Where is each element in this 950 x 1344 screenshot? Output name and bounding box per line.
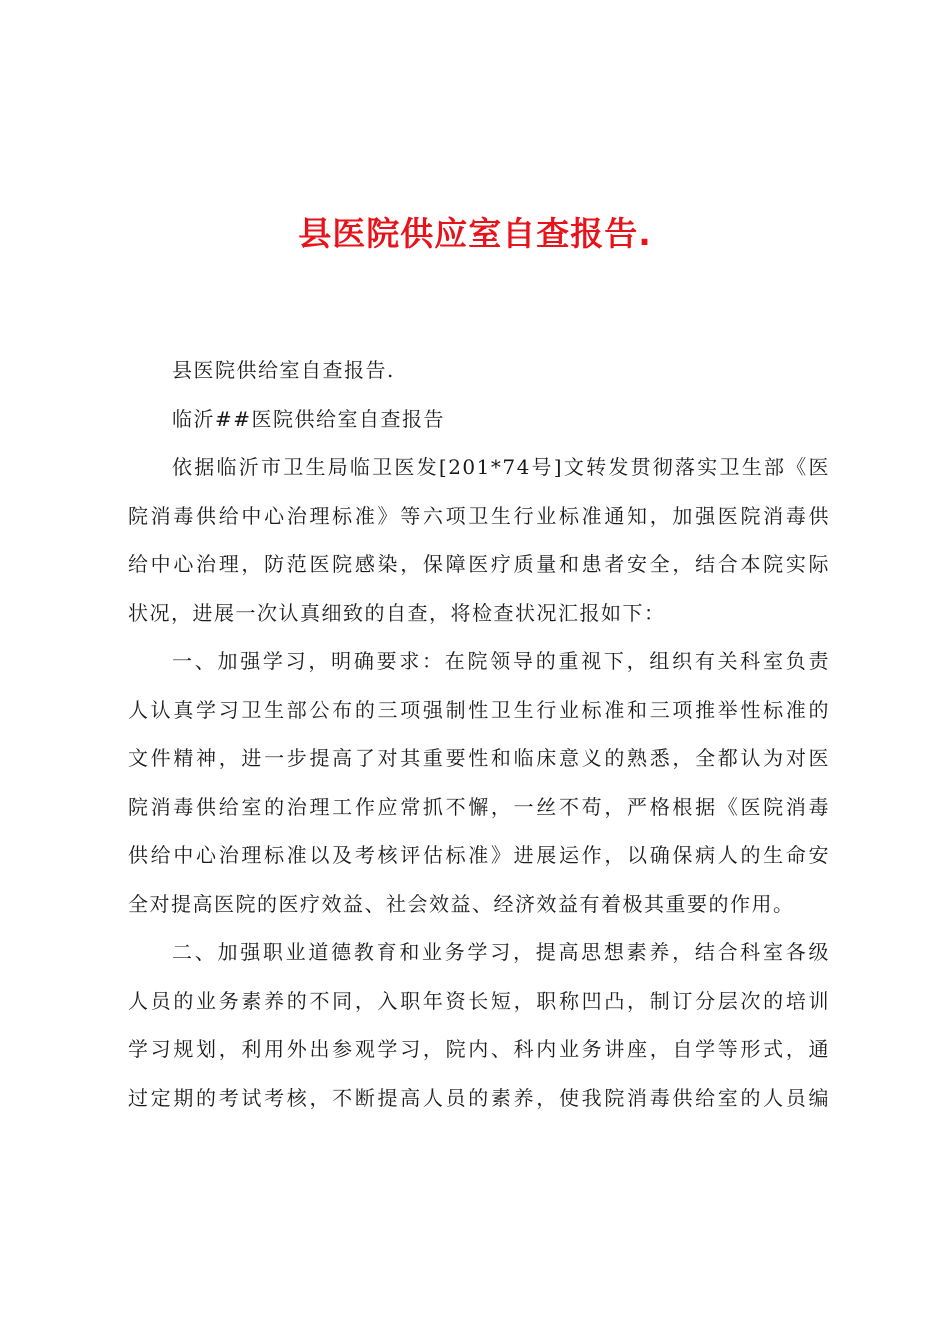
paragraph-line: 文件精神，进一步提高了对其重要性和临床意义的熟悉，全都认为对医 [128,746,830,770]
paragraph-line: 二、加强职业道德教育和业务学习，提高思想素养，结合科室各级 [172,940,830,964]
paragraph-line: 全对提高医院的医疗效益、社会效益、经济效益有着极其重要的作用。 [128,891,795,916]
paragraph-line: 院消毒供给中心治理标准》等六项卫生行业标准通知，加强医院消毒供 [128,503,830,528]
paragraph-line: 人认真学习卫生部公布的三项强制性卫生行业标准和三项推举性标准的 [128,697,830,722]
paragraph-line: 状况，进展一次认真细致的自查，将检查状况汇报如下： [128,600,666,625]
paragraph-line: 过定期的考试考核，不断提高人员的素养，使我院消毒供给室的人员编 [128,1085,830,1110]
paragraph-line: 院消毒供给室的治理工作应常抓不懈，一丝不苟，严格根据《医院消毒 [128,794,830,819]
paragraph-line: 给中心治理，防范医院感染，保障医疗质量和患者安全，结合本院实际 [128,552,830,576]
paragraph-line: 依据临沂市卫生局临卫医发[201*74号]文转发贯彻落实卫生部《医 [172,455,830,479]
paragraph-heading [128,395,830,444]
paragraph-line: 供给中心治理标准以及考核评估标准》进展运作，以确保病人的生命安 [128,843,830,867]
paragraph-line: 县医院供给室自查报告. [172,358,395,382]
paragraph-subtitle [128,346,830,395]
document-title: 县医院供应室自查报告. [298,214,652,253]
paragraph-intro [128,443,830,637]
paragraph-line: 一、加强学习，明确要求：在院领导的重视下，组织有关科室负责 [172,649,830,673]
paragraph-line: 人员的业务素养的不同，入职年资长短，职称凹凸，制订分层次的培训 [128,988,830,1013]
paragraph-line: 学习规划，利用外出参观学习，院内、科内业务讲座，自学等形式，通 [128,1037,830,1061]
paragraph-section-two [128,928,830,1122]
paragraph-section-one [128,637,830,928]
paragraph-line: 临沂##医院供给室自查报告 [172,406,446,431]
document-body [128,346,830,1122]
